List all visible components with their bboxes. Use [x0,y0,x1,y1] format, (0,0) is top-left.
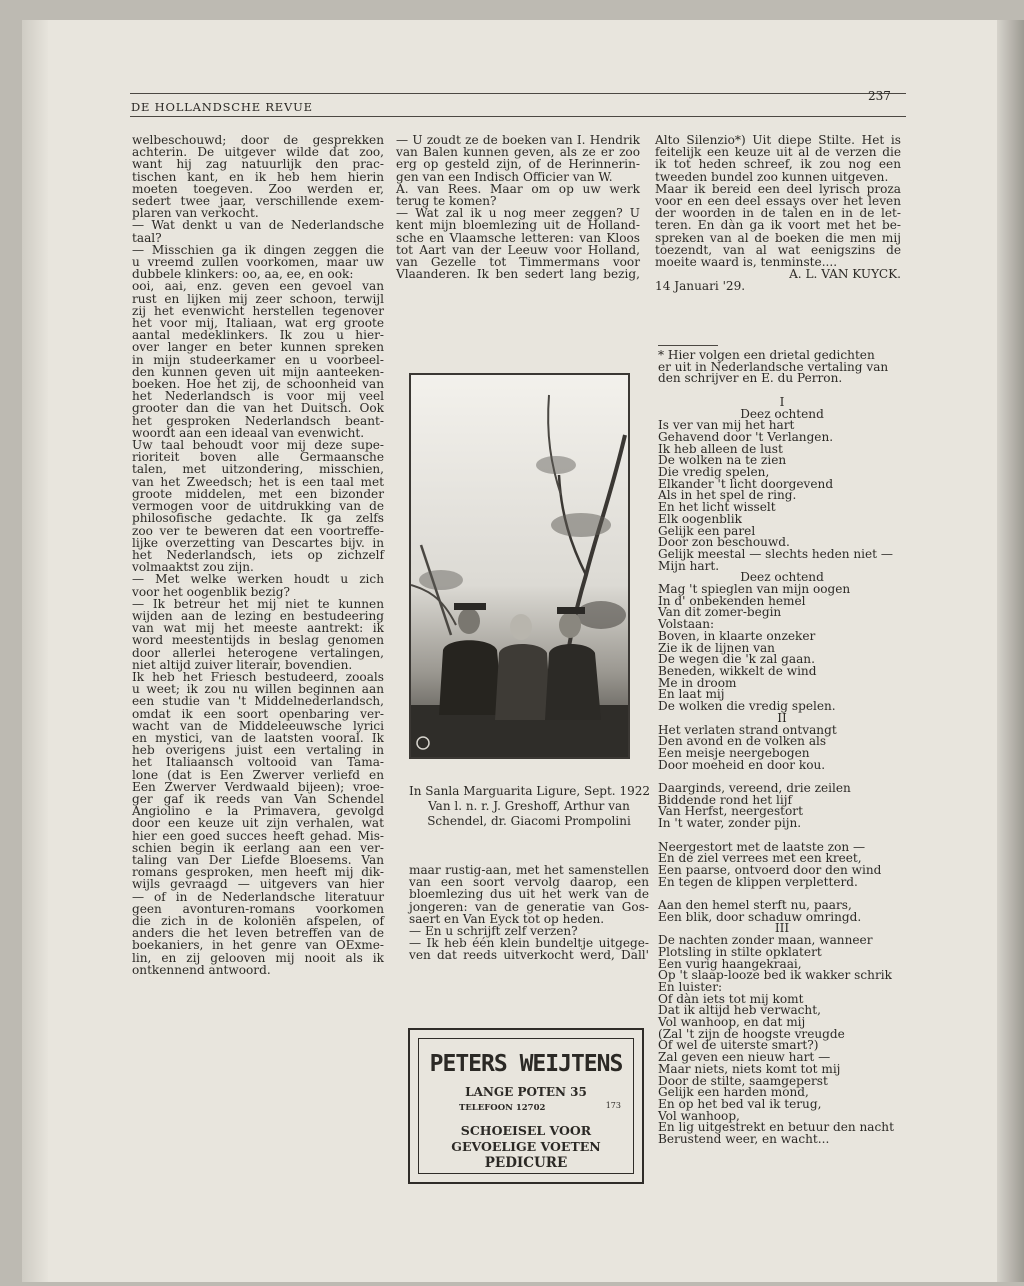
text-line: philosofische gedachte. Ik ga zelfs [132,511,384,526]
text-line: En laat mij [658,687,725,702]
text-line: bloemlezing dus uit het werk van de [409,887,649,902]
text-line: Deez ochtend [740,406,824,421]
text-line: 14 Januari '29. [655,279,746,294]
text-line: lin, en zij gelooven mij nooit als ik [132,950,384,965]
text-line: taal? [132,230,162,245]
text-line: talen, met uitzondering, misschien, [132,462,384,477]
poem-column [658,350,906,1146]
text-line: tot Aart van der Leeuw voor Holland, [396,242,640,257]
text-line: in mijn studeerkamer en u voorbeel- [132,352,384,367]
text-line: geen avonturen-romans voorkomen [132,901,384,916]
page-fold-shadow [22,20,48,1282]
text-line: Vol wanhoop, [658,1108,740,1123]
text-line: Gelijk een harden mond, [658,1085,809,1100]
text-line: (Zal 't zijn de hoogste vreugde [658,1026,845,1041]
text-line: heb overigens juist een vertaling in [132,743,384,758]
text-line: — Wat zal ik u nog meer zeggen? U [396,206,640,221]
text-line: zij het evenwicht herstellen tegenover [132,303,384,318]
text-line: Die vredig spelen, [658,465,770,480]
text-line: wacht van de Middeleeuwsche lyrici [132,718,384,733]
text-line: dubbele klinkers: oo, aa, ee, en ook: [132,267,354,282]
text-line: — U zoudt ze de boeken van I. Hendrik [396,133,640,147]
text-line: ik tot heden schreef, ik zou nog een [655,157,901,172]
text-line: omdat ik een soort openbaring ver- [132,706,384,721]
text-line: spreken van al de boeken die men mij [655,230,901,245]
text-line: — of in de Nederlandsche literatuur [132,889,384,904]
advertisement [408,1028,644,1184]
text-line: welbeschouwd; door de gesprekken [132,133,384,147]
text-line: Daarginds, vereend, drie zeilen [658,781,851,796]
text-line: het Italiaansch voltooid van Tama- [132,755,384,770]
advertisement-frame [418,1038,634,1174]
text-line: voor het oogenblik bezig? [132,584,290,599]
text-line: word meestentijds in beslag genomen [132,633,384,648]
text-line: Zie ik de lijnen van [658,640,775,655]
text-line: Vol wanhoop, en dat mij [658,1015,806,1030]
text-column-2-top [396,134,640,280]
text-line: van een soort vervolg daarop, een [409,875,649,890]
ad-line-3: PEDICURE [484,1155,568,1171]
text-line: Een blik, door schaduw omringd. [658,909,862,924]
text-column-1 [132,134,384,976]
text-line: — Ik heb één klein bundeltje uitgege- [409,936,649,951]
text-line: hier een goed succes heeft gehad. Mis- [132,828,384,843]
text-line: Door zon beschouwd. [658,535,790,550]
text-line: En lig uitgestrekt en betuur den nacht [658,1120,894,1135]
text-line: Van Herfst, neergestort [658,804,803,819]
text-line: Mag 't spieglen van mijn oogen [658,582,851,597]
text-line: er uit in Nederlandsche vertaling van [658,359,889,374]
text-line: van Gezelle tot Timmermans voor [396,255,640,270]
text-line: den kunnen geven uit mijn aanteeken- [132,364,384,379]
text-line: In d' onbekenden hemel [658,593,806,608]
text-line: Aan den hemel sterft nu, paars, [658,898,852,913]
text-line: anders die het leven betreffen van de [132,926,384,941]
text-line: In Sanla Marguarita Ligure, Sept. 1922 [409,784,650,798]
text-line: De wolken na te zien [658,453,787,468]
text-line: Als in het spel de ring. [658,488,797,503]
text-line: moeten toegeven. Zoo werden er, [132,181,384,196]
text-line: rust en lijken mij zeer schoon, terwijl [132,291,384,306]
text-line: Elk oogenblik [658,511,742,526]
text-line: het Nederlandsch, iets op zichzelf [132,547,384,562]
text-line: boekaniers, in het genre van OExme- [132,938,384,953]
ad-address: LANGE POTEN 35 [465,1085,587,1099]
text-line: door een keuze uit zijn verhalen, wat [132,816,384,831]
text-line: woordt aan een ideaal van evenwicht. [132,425,365,440]
text-line: De nachten zonder maan, wanneer [658,933,873,948]
text-line: Of wel de uiterste smart?) [658,1038,819,1053]
text-line: Dat ik altijd heb verwacht, [658,1003,821,1018]
photo-illustration [411,375,628,757]
text-line: Door de stilte, saamgeperst [658,1073,828,1088]
text-line: u weet; ik zou nu willen beginnen aan [132,682,384,697]
text-line: Door moeheid en door kou. [658,757,826,772]
text-line: * Hier volgen een drietal gedichten [658,348,875,362]
text-line: — Wat denkt u van de Nederlandsche [132,218,384,233]
text-line: taling van Der Liefde Bloesems. Van [132,852,384,867]
text-line: erg op gesteld zijn, of de Herinnerin- [396,157,640,172]
text-line: Neergestort met de laatste zon — [658,839,866,854]
text-line: Alto Silenzio*) Uit diepe Stilte. Het is [655,133,901,147]
text-line: III [774,921,790,936]
text-line: lone (dat is Een Zwerver verliefd en [132,767,384,782]
text-line: ven dat reeds uitverkocht werd, Dall' [409,948,649,963]
text-line: I [779,394,785,409]
running-title: DE HOLLANDSCHE REVUE [131,100,313,114]
header-rule-bottom [130,116,906,117]
text-line: over langer en beter kunnen spreken [132,340,384,355]
ad-line-2: GEVOELIGE VOETEN [451,1139,601,1154]
text-line: Mijn hart. [658,558,720,573]
text-line: schien begin ik eerlang aan een ver- [132,840,384,855]
text-line: — En u schrijft zelf verzen? [409,924,578,939]
text-line: terug te komen? [396,194,497,209]
text-line: niet altijd zuiver literair, bovendien. [132,657,353,672]
page-edge [997,20,1024,1282]
text-line: Volstaan: [658,617,715,632]
text-line: wijden aan de lezing en bestudeering [132,608,384,623]
text-line: Biddende rond het lijf [658,792,792,807]
text-line: In 't water, zonder pijn. [658,816,802,831]
text-line: het Nederlandsch is voor mij veel [132,389,384,404]
text-line: ooi, aai, enz. geven een gevoel van [132,279,384,294]
text-line: Of dàn iets tot mij komt [658,991,804,1006]
text-line: door allerlei heterogene vertalingen, [132,645,384,660]
ad-company-name: PETERS WEIJTENS [429,1051,623,1077]
text-line: Vlaanderen. Ik ben sedert lang bezig, [396,267,640,282]
text-line: romans gesproken, men heeft mij dik- [132,865,384,880]
text-line: Is ver van mij het hart [658,418,795,433]
text-line: En het licht wisselt [658,500,776,515]
text-line: De wolken die vredig spelen. [658,699,836,714]
page-number: 237 [868,89,891,103]
text-line: den schrijver en E. du Perron. [658,371,843,386]
text-line: Gelijk een parel [658,523,756,538]
text-line: ontkennend antwoord. [132,962,271,977]
text-line: Elkander 't licht doorgevend [658,476,834,491]
text-line: ger gaf ik reeds van Van Schendel [132,791,384,806]
photo-caption [409,784,649,829]
text-line: — Ik betreur het mij niet te kunnen [132,596,384,611]
text-line: volmaaktst zou zijn. [132,560,254,575]
text-line: Schendel, dr. Giacomi Prompolini [427,814,631,828]
text-line: Deez ochtend [740,570,824,585]
photograph [409,373,630,759]
text-line: zoo ver te beweren dat een voortreffe- [132,523,384,538]
text-line: der woorden in de talen en in de let- [655,206,901,221]
text-line: Me in droom [658,675,737,690]
text-line: En de ziel verrees met een kreet, [658,851,862,866]
text-line: En luister: [658,979,723,994]
text-line: u vreemd zullen voorkomen, maar uw [132,255,384,270]
text-line: Het verlaten strand ontvangt [658,722,837,737]
text-line: die zich in de koloniën afspelen, of [132,914,384,928]
text-line: sche en Vlaamsche letteren: van Kloos [396,230,640,245]
text-line: Ik heb alleen de lust [658,441,783,456]
text-line: want hij zag natuurlijk den prac- [132,157,384,172]
text-line: Een vurig haangekraai, [658,956,802,971]
text-line: Maar niets, niets komt tot mij [658,1061,841,1076]
text-line: moeite waard is, tenminste.... [655,255,838,270]
text-line: A. van Rees. Maar om op uw werk [396,181,640,196]
text-line: — Misschien ga ik dingen zeggen die [132,242,384,257]
text-line: jongeren: van de generatie van Gos- [409,899,649,914]
text-line: rioriteit boven alle Germaansche [132,450,384,465]
text-line: wijls gevraagd — uitgevers van hier [132,877,384,892]
text-line: Een paarse, ontvoerd door den wind [658,862,882,877]
text-line: tweeden bundel zoo kunnen uitgeven. [655,169,889,184]
text-column-3-top [655,134,901,293]
text-line: van wat mij het meeste aantrekt: ik [132,621,384,636]
text-line: Boven, in klaarte onzeker [658,628,816,643]
text-line: van het Zweedsch; het is een taal met [132,474,384,489]
text-line: van Balen kunnen geven, als ze er zoo [396,145,640,160]
text-line: Maar ik bereid een deel lyrisch proza [655,181,901,196]
text-line: lijke overzetting van Descartes bijv. in [132,535,384,550]
text-line: achterin. De uitgever wilde dat zoo, [132,145,384,160]
text-line: teren. En dàn ga ik voort met het be- [655,218,901,233]
text-line: Den avond en de volken als [658,734,827,749]
text-line: boeken. Hoe het zij, de schoonheid van [132,377,384,392]
text-line: Uw taal behoudt voor mij deze supe- [132,438,384,453]
text-line: Een meisje neergebogen [658,745,810,760]
ad-number: 173 [605,1101,621,1110]
text-line: De wegen die 'k zal gaan. [658,652,815,667]
text-column-2-bottom [409,864,649,962]
text-line: het voor mij, Italiaan, wat erg groote [132,316,384,331]
ad-line-1: SCHOEISEL VOOR [460,1123,592,1138]
text-line: saert en Van Eyck tot op heden. [409,911,605,926]
text-line: Op 't slaap-looze bed ik wakker schrik [658,968,892,983]
text-line: gen van een Indisch Officier van W. [396,169,613,184]
text-line: Zal geven een nieuw hart — [658,1050,831,1065]
text-line: Ik heb het Friesch bestudeerd, zooals [132,669,384,684]
text-line: En tegen de klippen verpletterd. [658,874,858,889]
text-line: grooter dan die van het Duitsch. Ook [132,401,384,416]
ad-telephone: TELEFOON 12702 [459,1103,546,1113]
text-line: toezendt, van al wat eenigszins de [655,242,901,257]
text-line: Angiolino e la Primavera, gevolgd [132,804,384,819]
header-rule-top [130,93,906,94]
text-line: Van l. n. r. J. Greshoff, Arthur van [428,799,630,813]
text-line: voor en een deel essays over het leven [655,194,901,209]
text-line: Van dit zomer-begin [658,605,782,620]
text-line: A. L. VAN KUYCK. [789,267,901,282]
text-line: sedert twee jaar, verschillende exem- [132,194,384,209]
text-line: Berustend weer, en wacht... [658,1132,830,1147]
text-line: kent mijn bloemlezing uit de Holland- [396,218,640,233]
text-line: aantal medeklinkers. Ik zou u hier- [132,328,384,343]
text-line: Plotsling in stilte opklatert [658,944,822,959]
text-line: tischen kant, en ik heb hem hierin [132,169,384,184]
footnote-separator [658,345,718,346]
text-line: feitelijk een keuze uit al de verzen die [655,145,901,160]
text-line: groote middelen, met een bizonder [132,486,384,501]
text-line: vermogen voor de uitdrukking van de [132,499,384,514]
text-line: plaren van verkocht. [132,206,259,221]
text-line: — Met welke werken houdt u zich [132,572,384,587]
text-line: En op het bed val ik terug, [658,1097,822,1111]
text-line: Gehavend door 't Verlangen. [658,429,834,444]
text-line: het gesproken Nederlandsch beant- [132,413,384,428]
text-line: en mystici, van de laatsten vooral. Ik [132,730,384,745]
text-line: Beneden, wikkelt de wind [658,663,817,678]
text-line: een studie van 't Middelnederlandsch, [132,694,384,709]
text-line: Een Zwerver Verdwaald bijeen); vroe- [132,779,384,794]
text-line: maar rustig-aan, met het samenstellen [409,863,649,877]
text-line: Gelijk meestal — slechts heden niet — [658,546,893,561]
text-line: II [777,710,787,725]
